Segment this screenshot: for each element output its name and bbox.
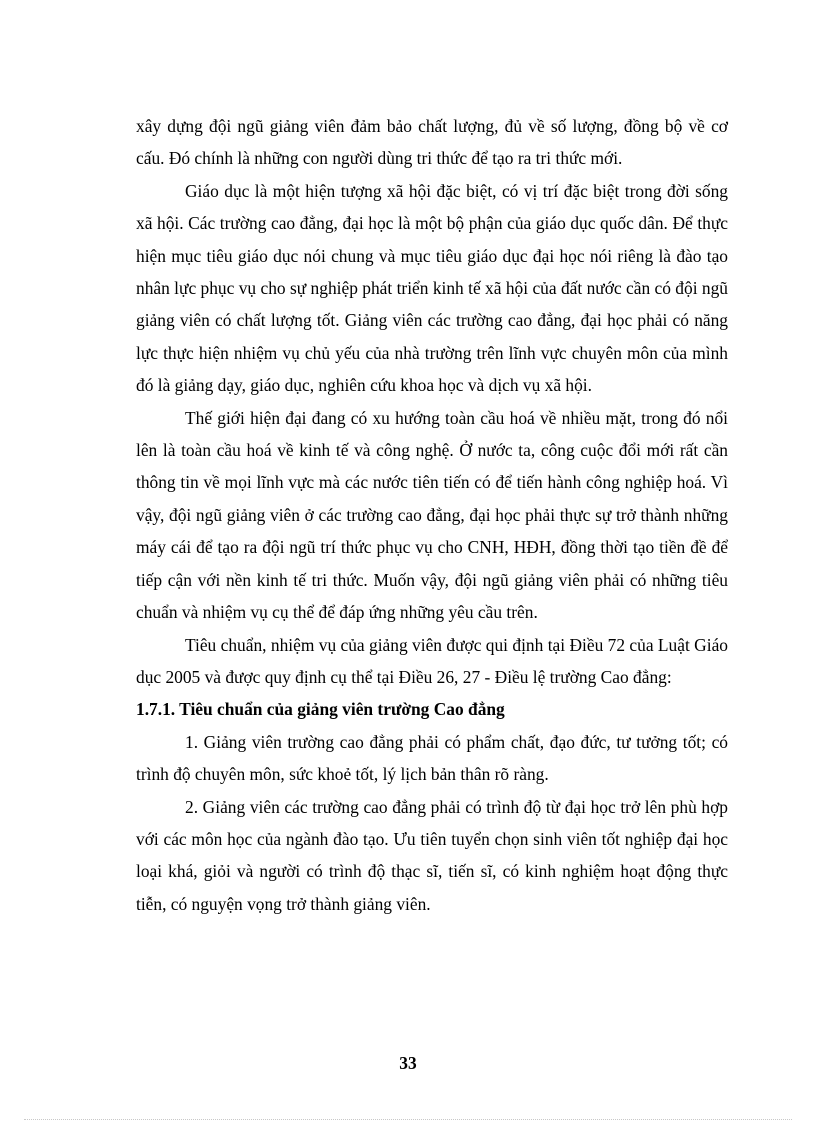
page-number: 33 (399, 1053, 417, 1073)
list-item: 1. Giảng viên trường cao đẳng phải có phẩm chất, đạo đức, tư tưởng tốt; có trình độ chuyên môn, sức khoẻ tốt, lý lịch bản thân rõ ràng. (136, 731, 728, 785)
paragraph-regulation: Tiêu chuẩn, nhiệm vụ của giảng viên được qui định tại Điều 72 của Luật Giáo dục 2005 và được quy định cụ thể tại Điều 26, 27 - Điều lệ trường Cao đẳng: (136, 634, 728, 687)
paragraph-education: Giáo dục là một hiện tượng xã hội đặc biệt, có vị trí đặc biệt trong đời sống xã hội. Các trường cao đẳng, đại học là một bộ phận của giáo dục quốc dân. Để thực hiện mục tiêu giáo dục nói chung và mục tiêu giáo dục đại học nói riêng là đào tạo nhân lực phục vụ cho sự nghiệp phát triển kinh tế xã hội của đất nước cần có đội ngũ giảng viên có chất lượng tốt. Giảng viên các trường cao đẳng, đại học phải có năng lực thực hiện nhiệm vụ chủ yếu của nhà trường trên lĩnh vực chuyên môn của mình đó là giảng dạy, giáo dục, nghiên cứu khoa học và dịch vụ xã hội. (136, 180, 728, 396)
page-bottom-divider (24, 1119, 792, 1120)
page-body (136, 110, 728, 920)
list-item: 2. Giảng viên các trường cao đẳng phải có trình độ từ đại học trở lên phù hợp với các môn học của ngành đào tạo. Ưu tiên tuyển chọn sinh viên tốt nghiệp đại học loại khá, giỏi và người có trình độ thạc sĩ, tiến sĩ, có kinh nghiệm hoạt động thực tiễn, có nguyện vọng trở thành giảng viên. (136, 796, 728, 914)
paragraph-globalization: Thế giới hiện đại đang có xu hướng toàn cầu hoá về nhiều mặt, trong đó nổi lên là toàn cầu hoá về kinh tế và công nghệ. Ở nước ta, công cuộc đổi mới rất cần thông tin về mọi lĩnh vực mà các nước tiên tiến có để tiến hành công nghiệp hoá. Vì vậy, đội ngũ giảng viên ở các trường cao đẳng, đại học phải thực sự trở thành những máy cái để tạo ra đội ngũ trí thức phục vụ cho CNH, HĐH, đồng thời tạo tiền đề để tiếp cận với nền kinh tế tri thức. Muốn vậy, đội ngũ giảng viên phải có những tiêu chuẩn và nhiệm vụ cụ thể để đáp ứng những yêu cầu trên. (136, 407, 728, 623)
paragraph-intro: xây dựng đội ngũ giảng viên đảm bảo chất lượng, đủ về số lượng, đồng bộ về cơ cấu. Đó chính là những con người dùng tri thức để tạo ra tri thức mới. (136, 116, 728, 169)
section-heading: 1.7.1. Tiêu chuẩn của giảng viên trường Cao đẳng (136, 699, 505, 720)
